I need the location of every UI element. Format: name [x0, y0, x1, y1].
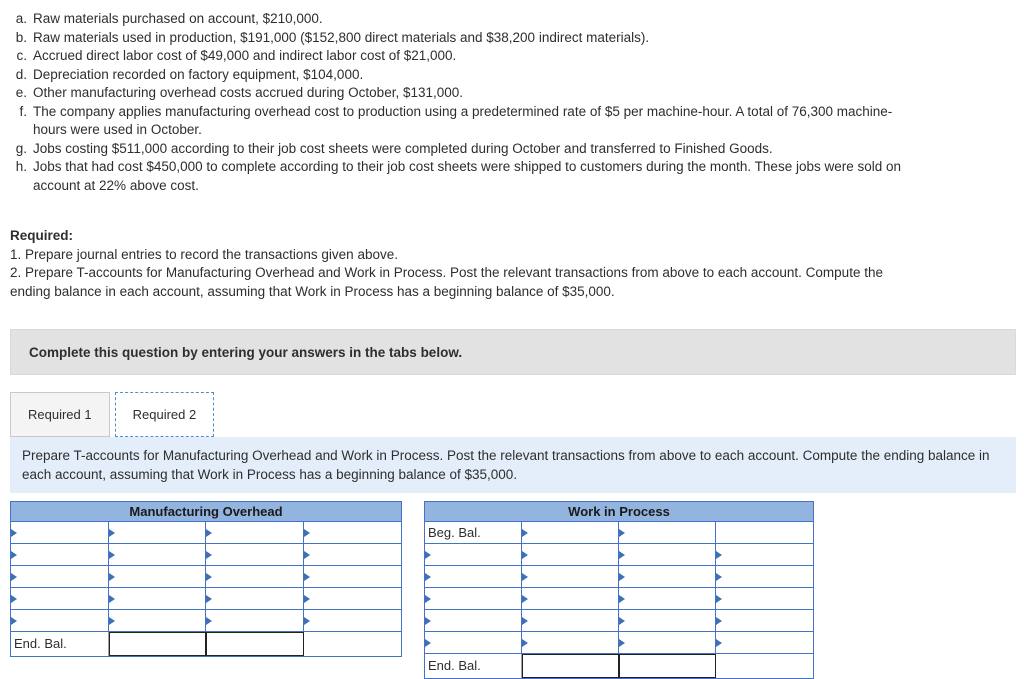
- dropdown-arrow-icon: [109, 573, 115, 581]
- taccount-title: Work in Process: [425, 502, 813, 522]
- taccount-cell[interactable]: [716, 544, 813, 566]
- taccount-cell[interactable]: [619, 522, 716, 544]
- dropdown-arrow-icon: [206, 595, 212, 603]
- dropdown-arrow-icon: [522, 529, 528, 537]
- dropdown-arrow-icon: [522, 573, 528, 581]
- dropdown-arrow-icon: [716, 573, 722, 581]
- dropdown-arrow-icon: [11, 551, 17, 559]
- taccount-cell[interactable]: [522, 610, 619, 632]
- dropdown-arrow-icon: [425, 595, 431, 603]
- taccount-cell[interactable]: [522, 632, 619, 654]
- transactions-list: [10, 10, 922, 195]
- taccount-cell[interactable]: [109, 610, 207, 632]
- taccount-cell[interactable]: [109, 588, 207, 610]
- question-panel: [10, 329, 1016, 679]
- dropdown-arrow-icon: [304, 595, 310, 603]
- taccount-cell[interactable]: [109, 544, 207, 566]
- transaction-text: Raw materials used in production, $191,000 ($152,800 direct materials and $38,200 indirect materials).: [33, 29, 650, 45]
- wip-end-balance-input-credit[interactable]: [619, 654, 716, 678]
- tab-required-2[interactable]: Required 2: [115, 392, 215, 437]
- transaction-text: The company applies manufacturing overhead cost to production using a predetermined rate of $5 per machine-hour. A total of 76,300 machine-hours were used in October.: [33, 103, 893, 137]
- taccount-cell[interactable]: [109, 566, 207, 588]
- taccount-title: Manufacturing Overhead: [11, 502, 401, 522]
- transaction-item: [10, 158, 922, 195]
- dropdown-arrow-icon: [619, 639, 625, 647]
- instruction-banner: Complete this question by entering your answers in the tabs below.: [10, 329, 1016, 375]
- taccount-cell[interactable]: [619, 610, 716, 632]
- dropdown-arrow-icon: [716, 595, 722, 603]
- taccount-cell[interactable]: [522, 522, 619, 544]
- taccount-cell[interactable]: [206, 522, 304, 544]
- required-section: [10, 227, 922, 301]
- taccount-cell[interactable]: [716, 632, 813, 654]
- taccount-cell[interactable]: [304, 566, 402, 588]
- dropdown-arrow-icon: [206, 529, 212, 537]
- dropdown-arrow-icon: [716, 639, 722, 647]
- dropdown-arrow-icon: [619, 617, 625, 625]
- dropdown-arrow-icon: [304, 529, 310, 537]
- dropdown-arrow-icon: [425, 551, 431, 559]
- dropdown-arrow-icon: [522, 595, 528, 603]
- taccount-cell[interactable]: [619, 566, 716, 588]
- dropdown-arrow-icon: [11, 617, 17, 625]
- dropdown-arrow-icon: [619, 595, 625, 603]
- transaction-text: Raw materials purchased on account, $210,000.: [33, 11, 323, 26]
- taccount-cell[interactable]: [522, 544, 619, 566]
- dropdown-arrow-icon: [425, 639, 431, 647]
- mo-end-balance-input-credit[interactable]: [206, 632, 304, 656]
- transaction-letter: a.: [15, 11, 27, 26]
- taccount-cell[interactable]: [425, 632, 522, 654]
- transaction-item: [10, 84, 922, 103]
- taccount-cell[interactable]: [522, 566, 619, 588]
- transaction-letter: d.: [15, 66, 27, 82]
- taccount-cell[interactable]: [11, 610, 109, 632]
- transaction-letter: h.: [15, 159, 27, 174]
- taccount-cell[interactable]: [109, 522, 207, 544]
- dropdown-arrow-icon: [109, 529, 115, 537]
- work-in-process-taccount: [424, 501, 814, 679]
- dropdown-arrow-icon: [522, 639, 528, 647]
- dropdown-arrow-icon: [619, 529, 625, 537]
- wip-end-balance-label: End. Bal.: [425, 654, 522, 678]
- transaction-letter: b.: [15, 29, 27, 45]
- transaction-text: Accrued direct labor cost of $49,000 and indirect labor cost of $21,000.: [33, 48, 457, 63]
- taccount-cell[interactable]: [425, 610, 522, 632]
- transaction-letter: e.: [15, 85, 27, 100]
- end-row-spacer: [716, 654, 813, 678]
- transaction-item: [10, 10, 922, 29]
- transaction-text: Jobs that had cost $450,000 to complete according to their job cost sheets were shipped to customers during the month. These jobs were sold on account at 22% above cost.: [33, 159, 902, 193]
- dropdown-arrow-icon: [206, 551, 212, 559]
- end-row-spacer: [304, 632, 402, 656]
- taccount-cell[interactable]: [206, 610, 304, 632]
- dropdown-arrow-icon: [11, 573, 17, 581]
- tab-required-1[interactable]: Required 1: [10, 392, 110, 437]
- dropdown-arrow-icon: [11, 529, 17, 537]
- dropdown-arrow-icon: [522, 551, 528, 559]
- taccount-cell[interactable]: [716, 522, 813, 544]
- transaction-text: Depreciation recorded on factory equipment, $104,000.: [33, 66, 364, 82]
- taccount-cell[interactable]: [716, 588, 813, 610]
- dropdown-arrow-icon: [304, 573, 310, 581]
- dropdown-arrow-icon: [716, 551, 722, 559]
- manufacturing-overhead-taccount: [10, 501, 402, 657]
- taccount-cell[interactable]: [304, 610, 402, 632]
- dropdown-arrow-icon: [304, 617, 310, 625]
- taccounts-area: [10, 501, 1016, 679]
- taccount-cell[interactable]: [11, 588, 109, 610]
- taccount-cell[interactable]: [206, 566, 304, 588]
- dropdown-arrow-icon: [619, 573, 625, 581]
- wip-end-balance-input-debit[interactable]: [522, 654, 619, 678]
- taccount-cell[interactable]: [11, 522, 109, 544]
- taccount-cell[interactable]: [206, 544, 304, 566]
- required-item-2: 2. Prepare T-accounts for Manufacturing Overhead and Work in Process. Post the relevant transactions from above to each account. Compute the ending balance in each account, assuming that Work in Process has a beginning balance of $35,000.: [10, 265, 883, 299]
- transaction-item: [10, 29, 922, 48]
- transaction-letter: c.: [16, 48, 27, 63]
- dropdown-arrow-icon: [11, 595, 17, 603]
- taccount-cell[interactable]: [206, 588, 304, 610]
- taccount-cell[interactable]: [425, 588, 522, 610]
- dropdown-arrow-icon: [304, 551, 310, 559]
- tab-instruction-text: Prepare T-accounts for Manufacturing Overhead and Work in Process. Post the relevant transactions from above to each account. Compute the ending balance in each account, assuming that Work in Process has a beginning balance of $35,000.: [10, 437, 1016, 493]
- mo-end-balance-input-debit[interactable]: [109, 632, 207, 656]
- dropdown-arrow-icon: [716, 617, 722, 625]
- taccount-cell[interactable]: [11, 566, 109, 588]
- dropdown-arrow-icon: [206, 617, 212, 625]
- dropdown-arrow-icon: [425, 617, 431, 625]
- taccount-cell[interactable]: [522, 588, 619, 610]
- dropdown-arrow-icon: [206, 573, 212, 581]
- required-heading: Required:: [10, 228, 74, 243]
- transaction-letter: f.: [19, 103, 27, 119]
- transaction-item: [10, 140, 922, 159]
- taccount-cell[interactable]: [619, 588, 716, 610]
- taccount-cell[interactable]: [304, 522, 402, 544]
- tab-bar: [10, 392, 1016, 437]
- dropdown-arrow-icon: [109, 551, 115, 559]
- transaction-item: [10, 47, 922, 66]
- transaction-text: Other manufacturing overhead costs accrued during October, $131,000.: [33, 85, 464, 100]
- taccount-cell[interactable]: [619, 544, 716, 566]
- dropdown-arrow-icon: [425, 573, 431, 581]
- transaction-letter: g.: [15, 140, 27, 156]
- taccount-cell[interactable]: [304, 588, 402, 610]
- taccount-cell[interactable]: [716, 610, 813, 632]
- taccount-cell[interactable]: [11, 544, 109, 566]
- mo-end-balance-label: End. Bal.: [11, 632, 109, 656]
- wip-beg-balance-label: Beg. Bal.: [425, 522, 522, 544]
- taccount-cell[interactable]: [425, 566, 522, 588]
- taccount-cell[interactable]: [304, 544, 402, 566]
- taccount-cell[interactable]: [619, 632, 716, 654]
- dropdown-arrow-icon: [109, 617, 115, 625]
- dropdown-arrow-icon: [109, 595, 115, 603]
- taccount-cell[interactable]: [425, 544, 522, 566]
- taccount-cell[interactable]: [716, 566, 813, 588]
- dropdown-arrow-icon: [522, 617, 528, 625]
- dropdown-arrow-icon: [619, 551, 625, 559]
- transaction-item: [10, 66, 922, 85]
- required-item-1: 1. Prepare journal entries to record the transactions given above.: [10, 246, 398, 262]
- transaction-text: Jobs costing $511,000 according to their job cost sheets were completed during October and transferred to Finished Goods.: [33, 140, 773, 156]
- transaction-item: [10, 103, 922, 140]
